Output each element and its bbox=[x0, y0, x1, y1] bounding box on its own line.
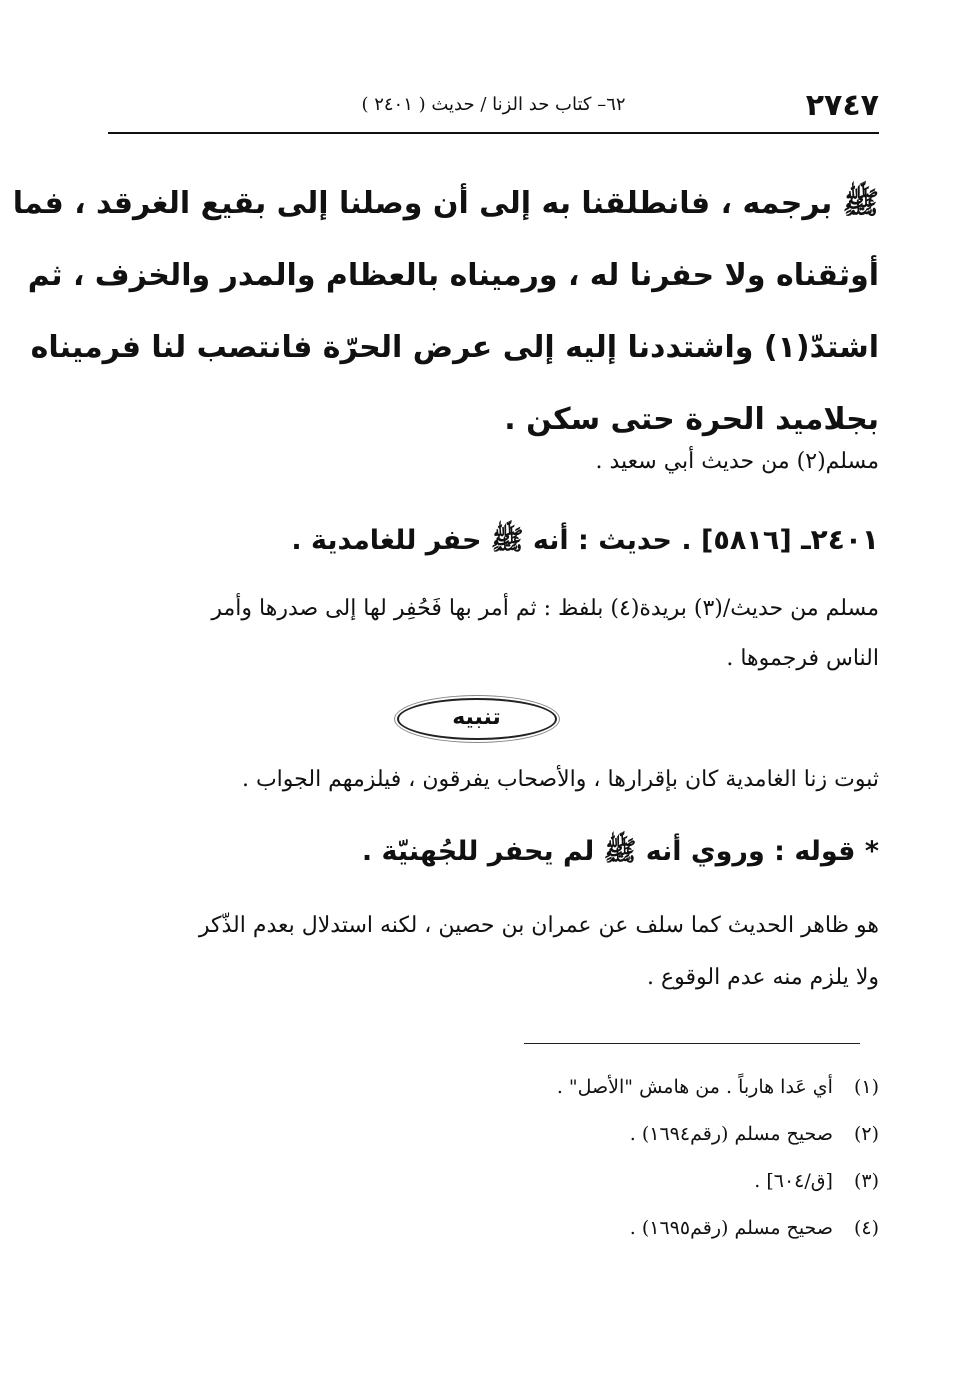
hadith-source: مسلم(٢) من حديث أبي سعيد . bbox=[595, 449, 879, 474]
paragraph-commentary bbox=[108, 900, 879, 1004]
paragraph-line: ولا يلزم منه عدم الوقوع . bbox=[647, 965, 879, 990]
footnote-text: صحيح مسلم (رقم١٦٩٥) . bbox=[629, 1217, 833, 1239]
hadith-reference: [٥٨١٦] bbox=[701, 525, 792, 556]
hadith-text bbox=[12, 168, 879, 456]
paragraph-riwaya bbox=[108, 584, 879, 684]
footnotes bbox=[108, 1064, 879, 1252]
footnote-item bbox=[108, 1205, 879, 1252]
hadith-title: . حديث : أنه ﷺ حفر للغامدية . bbox=[291, 525, 692, 556]
hadith-line: أوثقناه ولا حفرنا له ، ورميناه بالعظام والمدر والخزف ، ثم bbox=[27, 258, 879, 293]
hadith-line: اشتدّ(١) واشتددنا إليه إلى عرض الحرّة فانتصب لنا فرميناه bbox=[30, 330, 879, 365]
footnote-text: أي عَدا هارباً . من هامش "الأصل" . bbox=[556, 1076, 833, 1098]
footnote-marker: (١) bbox=[853, 1076, 879, 1098]
hadith-line: بجلاميد الحرة حتى سكن . bbox=[504, 402, 879, 437]
footnote-divider bbox=[524, 1043, 860, 1044]
page-header bbox=[108, 84, 879, 134]
footnote-text: صحيح مسلم (رقم١٦٩٤) . bbox=[629, 1123, 833, 1145]
footnote-marker: (٣) bbox=[853, 1170, 879, 1192]
note-badge-container bbox=[0, 698, 953, 742]
footnote-item bbox=[108, 1111, 879, 1158]
hadith-number: ٢٤٠١ـ bbox=[801, 523, 879, 556]
footnote-text: [ق/٦٠٤] . bbox=[754, 1170, 833, 1192]
paragraph-line: الناس فرجموها . bbox=[726, 646, 879, 671]
qawluh-heading: * قوله : وروي أنه ﷺ لم يحفر للجُهنيّة . bbox=[361, 836, 879, 867]
running-title: ٦٢– كتاب حد الزنا / حديث ( ٢٤٠١ ) bbox=[361, 94, 626, 115]
footnote-marker: (٢) bbox=[853, 1123, 879, 1145]
paragraph-line: هو ظاهر الحديث كما سلف عن عمران بن حصين ، لكنه استدلال بعدم الذّكر bbox=[198, 913, 879, 938]
page-number: ٢٧٤٧ bbox=[805, 88, 879, 123]
note-text: ثبوت زنا الغامدية كان بإقرارها ، والأصحاب يفرقون ، فيلزمهم الجواب . bbox=[241, 767, 879, 792]
hadith-line: ﷺ برجمه ، فانطلقنا به إلى أن وصلنا إلى بقيع الغرقد ، فما bbox=[12, 186, 879, 221]
note-badge: تنبيه bbox=[397, 698, 557, 740]
footnote-marker: (٤) bbox=[853, 1217, 879, 1239]
paragraph-line: مسلم من حديث/(٣) بريدة(٤) بلفظ : ثم أمر بها فَحُفِر لها إلى صدرها وأمر bbox=[211, 596, 879, 621]
hadith-heading bbox=[108, 516, 879, 564]
footnote-item bbox=[108, 1064, 879, 1111]
footnote-item bbox=[108, 1158, 879, 1205]
